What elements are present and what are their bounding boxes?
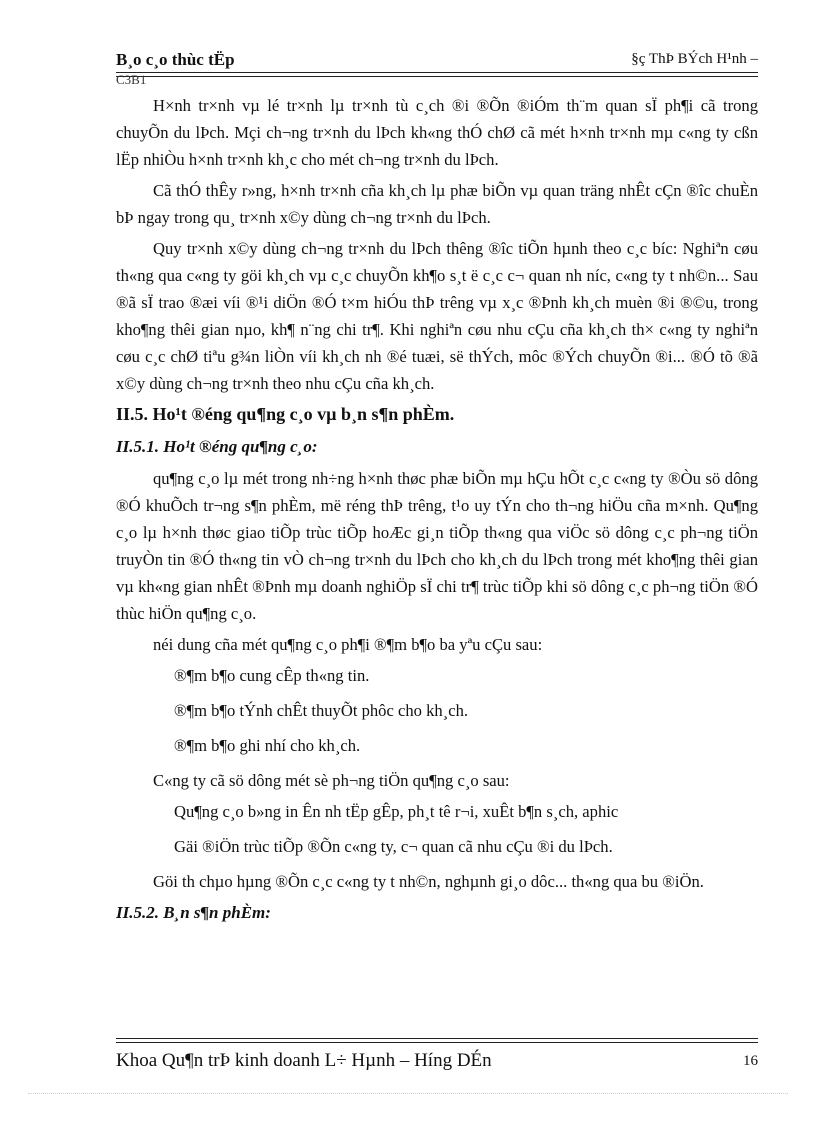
author-class: C3B1 bbox=[116, 72, 147, 87]
footer-rule-top bbox=[116, 1038, 758, 1039]
faculty-name: Khoa Qu¶n trÞ kinh doanh L÷ Hµnh – Híng DÉn bbox=[116, 1050, 492, 1071]
header-rule-top bbox=[116, 72, 758, 73]
paragraph-media-intro: C«ng ty cã sö dông mét sè ph¬ng tiÖn qu¶ng c¸o sau: bbox=[153, 771, 510, 790]
header-rule-bottom bbox=[116, 76, 758, 77]
media-item: Qu¶ng c¸o b»ng in Ên nh tËp gÊp, ph¸t tê r¬i, xuÊt b¶n s¸ch, aphic bbox=[174, 802, 619, 821]
paragraph-itinerary-importance: Cã thÓ thÊy r»ng, h×nh tr×nh cña kh¸ch lµ phæ biÕn vµ quan träng nhÊt cÇn ®îc chuÈn bÞ ngay trong qu¸ tr×nh x©y dùng ch¬ng tr×nh du lÞch. bbox=[116, 181, 758, 227]
requirement-item: ®¶m b¶o ghi nhí cho kh¸ch. bbox=[174, 736, 361, 755]
requirement-item: ®¶m b¶o cung cÊp th«ng tin. bbox=[174, 666, 370, 685]
media-item: Göi th chµo hµng ®Õn c¸c c«ng ty t nh©n, nghµnh gi¸o dôc... th«ng qua bu ®iÖn. bbox=[153, 872, 704, 891]
page-bottom-dotted-line bbox=[28, 1093, 788, 1094]
report-title: B¸o c¸o thùc tËp bbox=[116, 50, 235, 69]
footer-rule-bottom bbox=[116, 1042, 758, 1043]
paragraph-advertising: qu¶ng c¸o lµ mét trong nh÷ng h×nh thøc phæ biÕn mµ hÇu hÕt c¸c c«ng ty ®Òu sö dông ®Ó khuÕch tr¬ng s¶n phÈm, më réng thÞ trêng, t¹o uy tÝn cho th¬ng hiÖu cña m×nh. Qu¶ng c¸o lµ h×nh thøc giao tiÕp trùc tiÕp hoÆc gi¸n tiÕp th«ng qua viÖc sö dông c¸c ph¬ng tiÖn truyÒn tin ®Ó th«ng tin vÒ ch¬ng tr×nh du lÞch cho kh¸ch du lÞch trong mét kho¶ng thêi gian vµ kh«ng gian nhÊt ®Þnh mµ doanh nghiÖp sÏ chi tr¶ trùc tiÕp khi sö dông c¸c ph¬ng tiÖn ®Ó thùc hiÖn qu¶ng c¸o. bbox=[116, 469, 758, 623]
page-number: 16 bbox=[743, 1053, 758, 1069]
author-name: §ç ThÞ BÝch H¹nh – bbox=[631, 51, 758, 67]
subsection-heading-ii51: II.5.1. Ho¹t ®éng qu¶ng c¸o: bbox=[116, 437, 318, 456]
page-footer bbox=[116, 1050, 758, 1078]
paragraph-process: Quy tr×nh x©y dùng ch¬ng tr×nh du lÞch thêng ®îc tiÕn hµnh theo c¸c bíc: Nghiªn cøu th«ng qua c«ng ty göi kh¸ch vµ c¸c chuyÕn kh¶o s¸t ë c¸c c¬ quan nh níc, c«ng ty t nh©n... Sau ®ã sÏ trao ®æi víi ®¹i diÖn ®Ó t×m hiÓu thÞ trêng vµ x¸c ®Þnh kh¸ch muèn ®i ®©u, trong kho¶ng thêi gian nµo, kh¶ n¨ng chi tr¶. Khi nghiªn cøu nhu cÇu cña kh¸ch th× c«ng ty nghiªn cøu c¸c chØ tiªu g¾n liÒn víi kh¸ch nh ®é tuæi, së thÝch, môc ®Ých chuyÕn ®i... ®Ó tõ ®ã x©y dùng ch¬ng tr×nh theo nhu cÇu cña kh¸ch. bbox=[116, 239, 758, 393]
requirement-item: ®¶m b¶o tÝnh chÊt thuyÕt phôc cho kh¸ch. bbox=[174, 701, 469, 720]
subsection-heading-ii52: II.5.2. B¸n s¶n phÈm: bbox=[116, 903, 271, 922]
paragraph-itinerary: H×nh tr×nh vµ lé tr×nh lµ tr×nh tù c¸ch ®i ®Õn ®iÓm th¨m quan sÏ ph¶i cã trong chuyÕn du lÞch. Mçi ch¬ng tr×nh du lÞch kh«ng thÓ chØ cã mét h×nh tr×nh mµ c«ng ty cßn lËp nhiÒu h×nh tr×nh kh¸c cho mét ch¬ng tr×nh du lÞch. bbox=[116, 96, 758, 169]
paragraph-requirements-intro: néi dung cña mét qu¶ng c¸o ph¶i ®¶m b¶o ba yªu cÇu sau: bbox=[153, 635, 543, 654]
section-heading-ii5: II.5. Ho¹t ®éng qu¶ng c¸o vµ b¸n s¶n phÈm. bbox=[116, 404, 455, 424]
page-body bbox=[116, 92, 758, 931]
page-header bbox=[116, 50, 758, 72]
media-item: Gäi ®iÖn trùc tiÕp ®Õn c«ng ty, c¬ quan cã nhu cÇu ®i du lÞch. bbox=[174, 837, 613, 856]
